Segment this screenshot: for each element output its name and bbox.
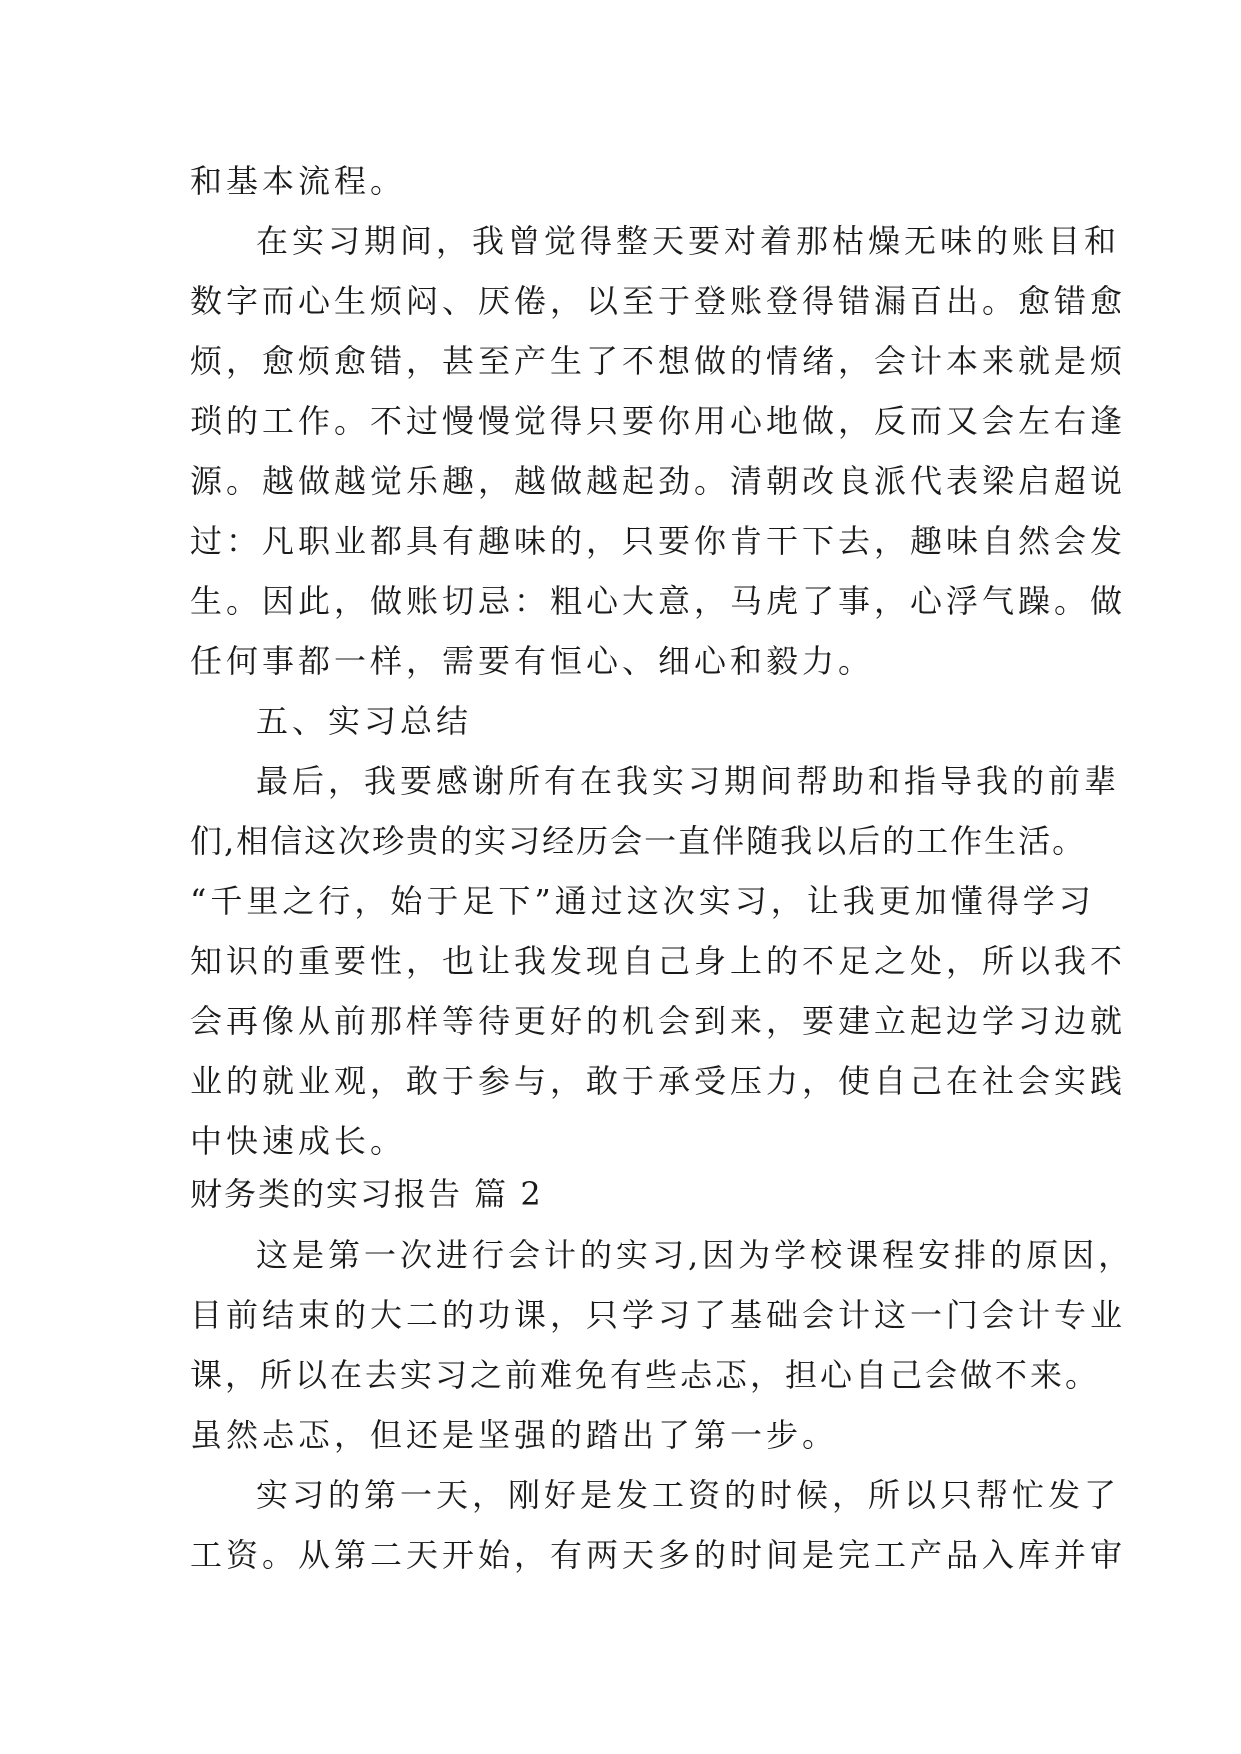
text-line: 们,相信这次珍贵的实习经历会一直伴随我以后的工作生活。 bbox=[190, 822, 1087, 860]
text-line: “千里之行，始于足下”通过这次实习，让我更加懂得学习 bbox=[190, 882, 1095, 920]
text-line: 和基本流程。 bbox=[190, 162, 407, 200]
text-line: 会再像从前那样等待更好的机会到来，要建立起边学习边就 bbox=[190, 1002, 1127, 1040]
text-line: 工资。从第二天开始，有两天多的时间是完工产品入库并审 bbox=[190, 1536, 1127, 1574]
text-line: 虽然忐忑，但还是坚强的踏出了第一步。 bbox=[190, 1416, 839, 1454]
text-line: 烦，愈烦愈错，甚至产生了不想做的情绪，会计本来就是烦 bbox=[190, 342, 1127, 380]
text-line: 业的就业观，敢于参与，敢于承受压力，使自己在社会实践 bbox=[190, 1062, 1127, 1100]
text-line: 课，所以在去实习之前难免有些忐忑，担心自己会做不来。 bbox=[190, 1356, 1101, 1394]
text-line: 琐的工作。不过慢慢觉得只要你用心地做，反而又会左右逢 bbox=[190, 402, 1127, 440]
text-line: 数字而心生烦闷、厌倦，以至于登账登得错漏百出。愈错愈 bbox=[190, 282, 1127, 320]
text-line: 实习的第一天，刚好是发工资的时候，所以只帮忙发了 bbox=[256, 1476, 1121, 1514]
text-line: 知识的重要性，也让我发现自己身上的不足之处，所以我不 bbox=[190, 942, 1127, 980]
text-line: 最后，我要感谢所有在我实习期间帮助和指导我的前辈 bbox=[256, 762, 1121, 800]
text-line: 任何事都一样，需要有恒心、细心和毅力。 bbox=[190, 642, 875, 680]
text-line: 中快速成长。 bbox=[190, 1122, 407, 1160]
text-line: 源。越做越觉乐趣，越做越起劲。清朝改良派代表梁启超说 bbox=[190, 462, 1127, 500]
text-line: 生。因此，做账切忌：粗心大意，马虎了事，心浮气躁。做 bbox=[190, 582, 1127, 620]
text-line: 过：凡职业都具有趣味的，只要你肯干下去，趣味自然会发 bbox=[190, 522, 1127, 560]
text-line: 目前结束的大二的功课，只学习了基础会计这一门会计专业 bbox=[190, 1296, 1127, 1334]
text-line: 这是第一次进行会计的实习,因为学校课程安排的原因， bbox=[256, 1236, 1135, 1274]
text-line: 在实习期间，我曾觉得整天要对着那枯燥无味的账目和 bbox=[256, 222, 1121, 260]
article-heading: 财务类的实习报告 篇 2 bbox=[190, 1175, 543, 1213]
section-heading: 五、实习总结 bbox=[256, 702, 473, 740]
